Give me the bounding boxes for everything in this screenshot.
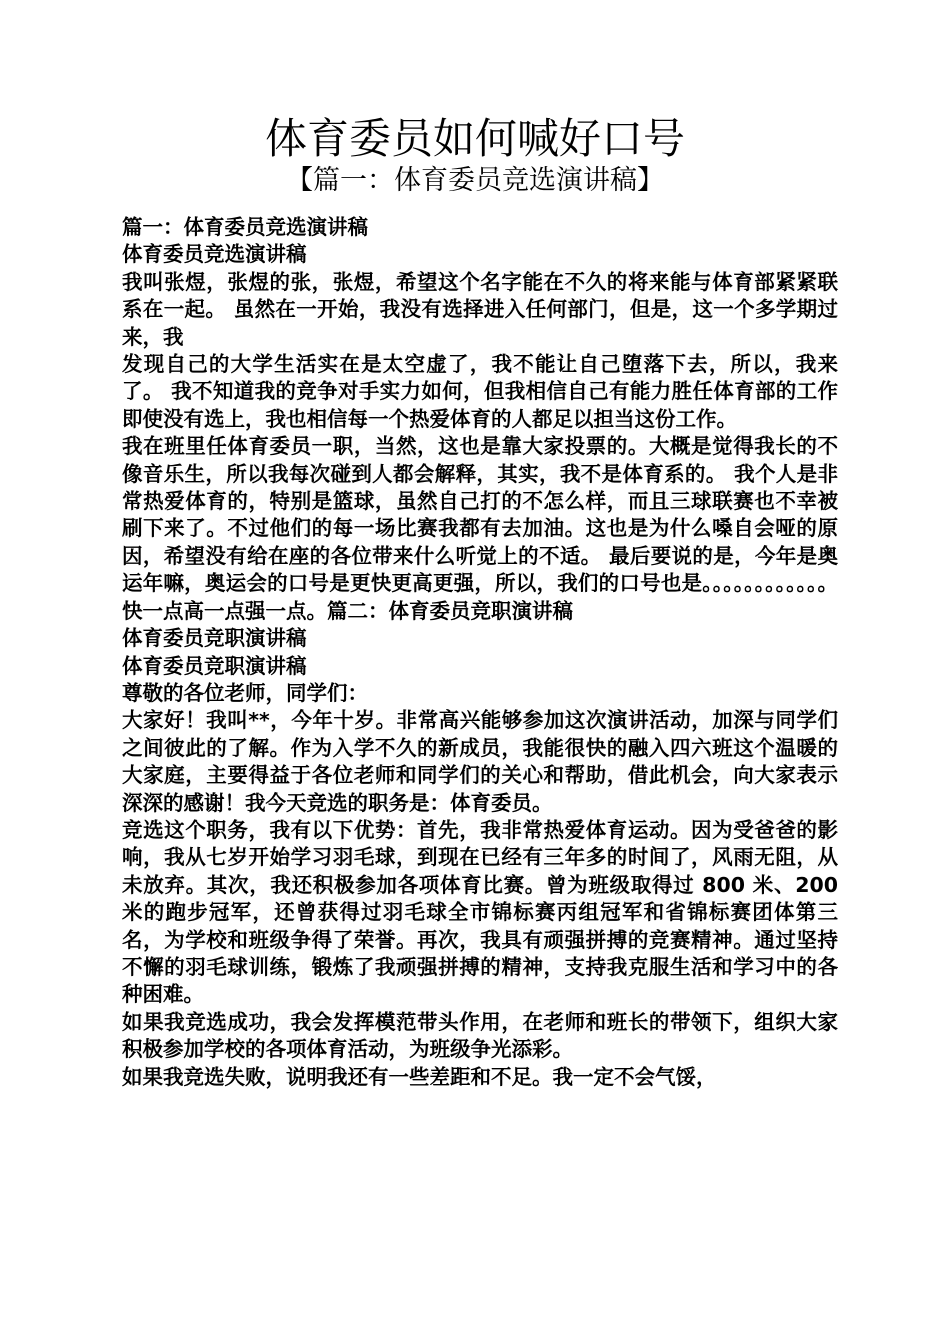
paragraph-heading-2: 体育委员竞选演讲稿 [122, 242, 307, 267]
paragraph-advantages: 竞选这个职务，我有以下优势：首先，我非常热爱体育运动。因为受爸爸的影响，我从七岁开始学习羽毛球，到现在已经有三年多的时间了，风雨无阻，从未放弃。其次，我还积极参加各项体育比赛。曾为班级取得过 800 米、200 米的跑步冠军，还曾获得过羽毛球全市锦标赛丙组冠军和省锦标赛团体第三名，为学校和班级争得了荣誉。再次，我具有顽强拼搏的竞赛精神。通过坚持不懈的羽毛球训练，锻炼了我顽强拼搏的精神，支持我克服生活和学习中的各种困难。 [122, 817, 838, 1007]
document-title: 体育委员如何喊好口号 [264, 114, 685, 163]
paragraph-motivation: 发现自己的大学生活实在是太空虚了，我不能让自己堕落下去，所以，我来了。 我不知道我的竞争对手实力如何，但我相信自己有能力胜任体育部的工作即使没有选上，我也相信每一个热爱体育的人都足以担当这份工作。 [122, 352, 838, 431]
document-body [116, 214, 838, 1091]
document-subtitle: 【篇一：体育委员竞选演讲稿】 [286, 165, 664, 196]
paragraph-greeting: 尊敬的各位老师，同学们： [122, 680, 368, 705]
paragraph-if-success: 如果我竞选成功，我会发挥模范带头作用，在老师和班长的带领下，组织大家积极参加学校的各项体育活动，为班级争光添彩。 [122, 1009, 838, 1062]
paragraph-intro: 我叫张煜，张煜的张，张煜，希望这个名字能在不久的将来能与体育部紧紧联系在一起。 虽然在一开始，我没有选择进入任何部门，但是，这一个多学期过来，我 [122, 269, 838, 349]
paragraph-heading-3: 体育委员竞职演讲稿 [122, 626, 307, 651]
paragraph-self-intro: 大家好！我叫**，今年十岁。非常高兴能够参加这次演讲活动，加深与同学们之间彼此的了解。作为入学不久的新成员，我能很快的融入四六班这个温暖的大家庭，主要得益于各位老师和同学们的关心和帮助，借此机会，向大家表示深深的感谢！我今天竞选的职务是：体育委员。 [122, 708, 838, 815]
paragraph-heading-4: 体育委员竞职演讲稿 [122, 653, 307, 678]
paragraph-heading-1: 篇一：体育委员竞选演讲稿 [122, 215, 368, 239]
paragraph-class-role: 我在班里任体育委员一职，当然，这也是靠大家投票的。大概是觉得我长的不像音乐生，所以我每次碰到人都会解释，其实，我不是体育系的。 我个人是非常热爱体育的，特别是篮球，虽然自己打的不怎么样，而且三球联赛也不幸被刷下来了。不过他们的每一场比赛我都有去加油。这也是为什么嗓自会哑的原因，希望没有给在座的各位带来什么听觉上的不适。 最后要说的是，今年是奥运年嘛，奥运会的口号是更快更高更强，所以，我们的口号也是。。。。。。。。。。。。快一点高一点强一点。篇二：体育委员竞职演讲稿 [122, 434, 838, 623]
paragraph-if-fail: 如果我竞选失败，说明我还有一些差距和不足。我一定不会气馁， [122, 1064, 717, 1089]
